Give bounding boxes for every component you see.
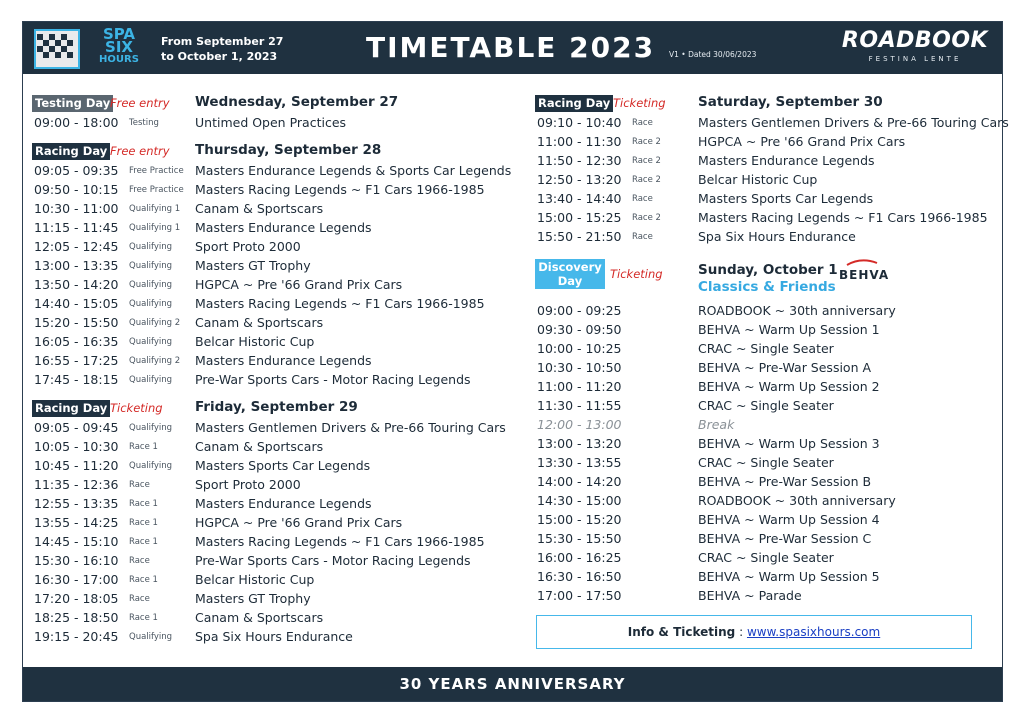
schedule-row [32, 590, 512, 609]
schedule-row [535, 171, 995, 190]
session-event: Untimed Open Practices [195, 115, 347, 130]
session-time: 15:30 - 15:50 [537, 531, 622, 546]
session-time: 11:00 - 11:20 [537, 379, 622, 394]
session-type: Qualifying [129, 423, 173, 433]
schedule-row [32, 476, 512, 495]
session-time: 16:30 - 16:50 [537, 569, 622, 584]
session-time: 09:00 - 18:00 [34, 115, 119, 130]
schedule-row [535, 435, 995, 454]
session-time: 14:40 - 15:05 [34, 296, 119, 311]
day-badge: Racing Day [32, 143, 110, 160]
day-header-thursday [32, 142, 512, 162]
session-event: Canam & Sportscars [195, 610, 324, 625]
schedule-row [32, 514, 512, 533]
logo-text [89, 25, 149, 65]
schedule-row [535, 511, 995, 530]
page-title: TIMETABLE 2023 [366, 31, 656, 64]
schedule-saturday [535, 114, 1009, 247]
session-event: Sport Proto 2000 [195, 477, 301, 492]
day-subtitle: Classics & Friends [698, 279, 836, 295]
session-type: Race [129, 594, 150, 604]
entry-note: Free entry [110, 96, 170, 110]
session-time: 11:00 - 11:30 [537, 134, 622, 149]
day-title: Wednesday, September 27 [195, 94, 399, 110]
session-time: 16:00 - 16:25 [537, 550, 622, 565]
session-event: Pre-War Sports Cars - Motor Racing Legends [195, 372, 471, 387]
schedule-row [32, 457, 512, 476]
session-time: 17:00 - 17:50 [537, 588, 622, 603]
session-time: 11:50 - 12:30 [537, 153, 622, 168]
session-time: 19:15 - 20:45 [34, 629, 119, 644]
session-event: Masters Racing Legends ~ F1 Cars 1966-1985 [195, 296, 485, 311]
session-type: Race 1 [129, 575, 158, 585]
session-time: 16:05 - 16:35 [34, 334, 119, 349]
session-event: Masters Racing Legends ~ F1 Cars 1966-1985 [195, 182, 485, 197]
schedule-row [32, 533, 512, 552]
session-time: 11:30 - 11:55 [537, 398, 622, 413]
day-header-saturday [535, 94, 995, 114]
session-type: Race [632, 194, 653, 204]
session-event: CRAC ~ Single Seater [698, 341, 834, 356]
session-type: Race [632, 118, 653, 128]
logo-line-hours: HOURS [99, 54, 139, 65]
session-type: Qualifying [129, 261, 173, 271]
behva-logo [835, 259, 891, 287]
session-time: 09:05 - 09:35 [34, 163, 119, 178]
session-event: Masters GT Trophy [195, 591, 311, 606]
dates-line-2: to October 1, 2023 [161, 50, 278, 63]
session-event: Canam & Sportscars [195, 315, 324, 330]
session-time: 10:45 - 11:20 [34, 458, 119, 473]
session-time: 17:20 - 18:05 [34, 591, 119, 606]
session-type: Free Practice [129, 185, 184, 195]
schedule-row [32, 571, 512, 590]
session-event: BEHVA ~ Pre-War Session B [698, 474, 872, 489]
brand-tagline: FESTINA LENTE [868, 55, 962, 63]
session-type: Testing [129, 118, 159, 128]
session-type: Race 1 [129, 499, 158, 509]
schedule-row [535, 549, 995, 568]
session-event: Masters Endurance Legends [698, 153, 875, 168]
schedule-row [535, 378, 995, 397]
left-column [32, 94, 512, 647]
schedule-row [535, 416, 995, 435]
info-ticketing-box [536, 615, 972, 649]
badge-line-2: Day [557, 274, 583, 288]
session-type: Race 1 [129, 518, 158, 528]
session-time: 13:40 - 14:40 [537, 191, 622, 206]
schedule-row [535, 133, 995, 152]
schedule-row [535, 228, 995, 247]
session-time: 09:10 - 10:40 [537, 115, 622, 130]
session-time: 09:30 - 09:50 [537, 322, 622, 337]
session-time: 13:50 - 14:20 [34, 277, 119, 292]
timetable-page [22, 21, 1009, 702]
behva-text: BEHVA [839, 268, 890, 282]
session-event: Masters Racing Legends ~ F1 Cars 1966-1985 [195, 534, 485, 549]
badge-line-1: Discovery [538, 260, 602, 274]
session-type: Qualifying [129, 375, 173, 385]
session-event: Belcar Historic Cup [195, 334, 315, 349]
session-event: CRAC ~ Single Seater [698, 455, 834, 470]
info-separator: : [739, 625, 744, 639]
right-column [535, 94, 1009, 606]
schedule-row [32, 200, 512, 219]
session-time: 16:55 - 17:25 [34, 353, 119, 368]
schedule-row [535, 397, 995, 416]
schedule-row [535, 321, 995, 340]
session-time: 15:00 - 15:25 [537, 210, 622, 225]
schedule-row [32, 276, 512, 295]
checkered-flag-icon [31, 26, 91, 72]
session-time: 10:30 - 10:50 [537, 360, 622, 375]
session-event: Spa Six Hours Endurance [698, 229, 856, 244]
schedule-row [32, 552, 512, 571]
spa-six-hours-logo [31, 26, 141, 72]
schedule-row [32, 219, 512, 238]
session-type: Race 2 [632, 137, 661, 147]
session-time: 13:00 - 13:20 [537, 436, 622, 451]
schedule-row [32, 419, 512, 438]
day-title: Friday, September 29 [195, 399, 358, 415]
session-time: 11:35 - 12:36 [34, 477, 119, 492]
session-time: 18:25 - 18:50 [34, 610, 119, 625]
session-time: 13:00 - 13:35 [34, 258, 119, 273]
session-event: BEHVA ~ Pre-War Session A [698, 360, 872, 375]
schedule-thursday [32, 162, 512, 390]
session-time: 14:00 - 14:20 [537, 474, 622, 489]
schedule-row [32, 495, 512, 514]
schedule-friday [32, 419, 512, 647]
day-badge: Racing Day [32, 400, 110, 417]
session-type: Race 2 [632, 175, 661, 185]
day-badge: Racing Day [535, 95, 613, 112]
schedule-row [32, 238, 512, 257]
session-type: Qualifying 2 [129, 356, 181, 366]
session-time: 09:50 - 10:15 [34, 182, 119, 197]
logo-line-spa: SPA [102, 25, 136, 43]
schedule-row [32, 628, 512, 647]
session-type: Race [129, 556, 150, 566]
session-event: HGPCA ~ Pre '66 Grand Prix Cars [698, 134, 906, 149]
session-time: 12:55 - 13:35 [34, 496, 119, 511]
schedule-row [535, 454, 995, 473]
schedule-row [535, 190, 995, 209]
session-event: Masters Racing Legends ~ F1 Cars 1966-1985 [698, 210, 988, 225]
session-event: CRAC ~ Single Seater [698, 550, 834, 565]
session-type: Qualifying 1 [129, 223, 181, 233]
schedule-row [32, 333, 512, 352]
session-event: BEHVA ~ Parade [698, 588, 802, 603]
session-event: BEHVA ~ Warm Up Session 1 [698, 322, 880, 337]
day-header-friday [32, 399, 512, 419]
session-event: CRAC ~ Single Seater [698, 398, 834, 413]
day-header-sunday [535, 262, 995, 302]
day-title: Saturday, September 30 [698, 94, 883, 110]
session-event: BEHVA ~ Warm Up Session 5 [698, 569, 880, 584]
schedule-row [535, 359, 995, 378]
session-type: Qualifying [129, 242, 173, 252]
session-time: 09:00 - 09:25 [537, 303, 622, 318]
header-bar [23, 22, 1002, 74]
schedule-row [535, 492, 995, 511]
entry-note: Ticketing [610, 267, 663, 281]
schedule-row [32, 352, 512, 371]
event-dates [161, 34, 283, 64]
version-info: V1 • Dated 30/06/2023 [669, 50, 757, 59]
entry-note: Ticketing [110, 401, 163, 415]
schedule-row [535, 340, 995, 359]
session-type: Race 1 [129, 442, 158, 452]
schedule-row [535, 473, 995, 492]
session-time: 10:30 - 11:00 [34, 201, 119, 216]
session-event: Sport Proto 2000 [195, 239, 301, 254]
session-event: Masters Endurance Legends [195, 353, 372, 368]
day-badge [535, 259, 605, 289]
schedule-row [535, 568, 995, 587]
entry-note: Ticketing [613, 96, 666, 110]
schedule-row [32, 162, 512, 181]
session-event: Masters Sports Car Legends [195, 458, 371, 473]
session-time: 15:50 - 21:50 [537, 229, 622, 244]
session-type: Qualifying [129, 461, 173, 471]
session-time: 15:30 - 16:10 [34, 553, 119, 568]
session-event: HGPCA ~ Pre '66 Grand Prix Cars [195, 277, 403, 292]
session-event: Canam & Sportscars [195, 201, 324, 216]
session-time: 11:15 - 11:45 [34, 220, 119, 235]
session-time: 14:45 - 15:10 [34, 534, 119, 549]
session-time: 13:30 - 13:55 [537, 455, 622, 470]
info-label: Info & Ticketing [627, 625, 736, 639]
session-event: Masters Endurance Legends & Sports Car Legends [195, 163, 512, 178]
session-event: Masters Sports Car Legends [698, 191, 874, 206]
session-time: 10:05 - 10:30 [34, 439, 119, 454]
session-event: Canam & Sportscars [195, 439, 324, 454]
day-title: Thursday, September 28 [195, 142, 382, 158]
session-time: 12:50 - 13:20 [537, 172, 622, 187]
session-time: 15:00 - 15:20 [537, 512, 622, 527]
website-link[interactable]: www.spasixhours.com [746, 625, 881, 639]
session-time: 14:30 - 15:00 [537, 493, 622, 508]
session-time: 17:45 - 18:15 [34, 372, 119, 387]
session-event: Spa Six Hours Endurance [195, 629, 353, 644]
session-event: BEHVA ~ Pre-War Session C [698, 531, 872, 546]
schedule-row [32, 295, 512, 314]
schedule-row [535, 530, 995, 549]
schedule-row [32, 609, 512, 628]
session-type: Qualifying 2 [129, 318, 181, 328]
roadbook-logo [835, 28, 995, 63]
session-type: Race [632, 232, 653, 242]
entry-note: Free entry [110, 144, 170, 158]
session-time: 10:00 - 10:25 [537, 341, 622, 356]
session-type: Qualifying [129, 280, 173, 290]
session-type: Race 2 [632, 213, 661, 223]
session-event: Masters Endurance Legends [195, 220, 372, 235]
day-header-wednesday [32, 94, 512, 114]
session-event: ROADBOOK ~ 30th anniversary [698, 303, 896, 318]
schedule-row [32, 314, 512, 333]
session-type: Race 2 [632, 156, 661, 166]
session-event: ROADBOOK ~ 30th anniversary [698, 493, 896, 508]
session-type: Race 1 [129, 613, 158, 623]
session-event: Masters Gentlemen Drivers & Pre-66 Touring Cars [195, 420, 506, 435]
schedule-row [32, 438, 512, 457]
session-event: BEHVA ~ Warm Up Session 2 [698, 379, 880, 394]
schedule-row [32, 371, 512, 390]
footer-banner: 30 YEARS ANNIVERSARY [23, 667, 1002, 701]
session-event: Belcar Historic Cup [195, 572, 315, 587]
session-type: Qualifying [129, 632, 173, 642]
schedule-row [535, 587, 995, 606]
schedule-row [535, 152, 995, 171]
session-time: 12:00 - 13:00 [537, 417, 622, 432]
session-time: 16:30 - 17:00 [34, 572, 119, 587]
session-event: HGPCA ~ Pre '66 Grand Prix Cars [195, 515, 403, 530]
schedule-row [32, 114, 512, 133]
session-event: Masters GT Trophy [195, 258, 311, 273]
schedule-row [535, 302, 995, 321]
session-time: 12:05 - 12:45 [34, 239, 119, 254]
brand-name: ROADBOOK [841, 28, 989, 53]
session-event: BEHVA ~ Warm Up Session 4 [698, 512, 880, 527]
session-time: 09:05 - 09:45 [34, 420, 119, 435]
session-event: Break [698, 417, 735, 432]
schedule-sunday [535, 302, 995, 606]
day-badge: Testing Day [32, 95, 113, 112]
day-title: Sunday, October 1 [698, 262, 838, 278]
schedule-row [535, 114, 1009, 133]
session-type: Free Practice [129, 166, 184, 176]
session-event: BEHVA ~ Warm Up Session 3 [698, 436, 880, 451]
logo-line-six: SIX [105, 38, 133, 56]
session-type: Qualifying 1 [129, 204, 181, 214]
session-event: Belcar Historic Cup [698, 172, 818, 187]
session-event: Masters Gentlemen Drivers & Pre-66 Touring Cars [698, 115, 1009, 130]
session-time: 13:55 - 14:25 [34, 515, 119, 530]
session-type: Qualifying [129, 337, 173, 347]
schedule-row [32, 181, 512, 200]
schedule-row [32, 257, 512, 276]
session-time: 15:20 - 15:50 [34, 315, 119, 330]
session-type: Qualifying [129, 299, 173, 309]
schedule-wednesday [32, 114, 512, 133]
session-type: Race [129, 480, 150, 490]
session-event: Masters Endurance Legends [195, 496, 372, 511]
dates-line-1: From September 27 [161, 35, 284, 48]
session-type: Race 1 [129, 537, 158, 547]
schedule-row [535, 209, 995, 228]
session-event: Pre-War Sports Cars - Motor Racing Legends [195, 553, 471, 568]
